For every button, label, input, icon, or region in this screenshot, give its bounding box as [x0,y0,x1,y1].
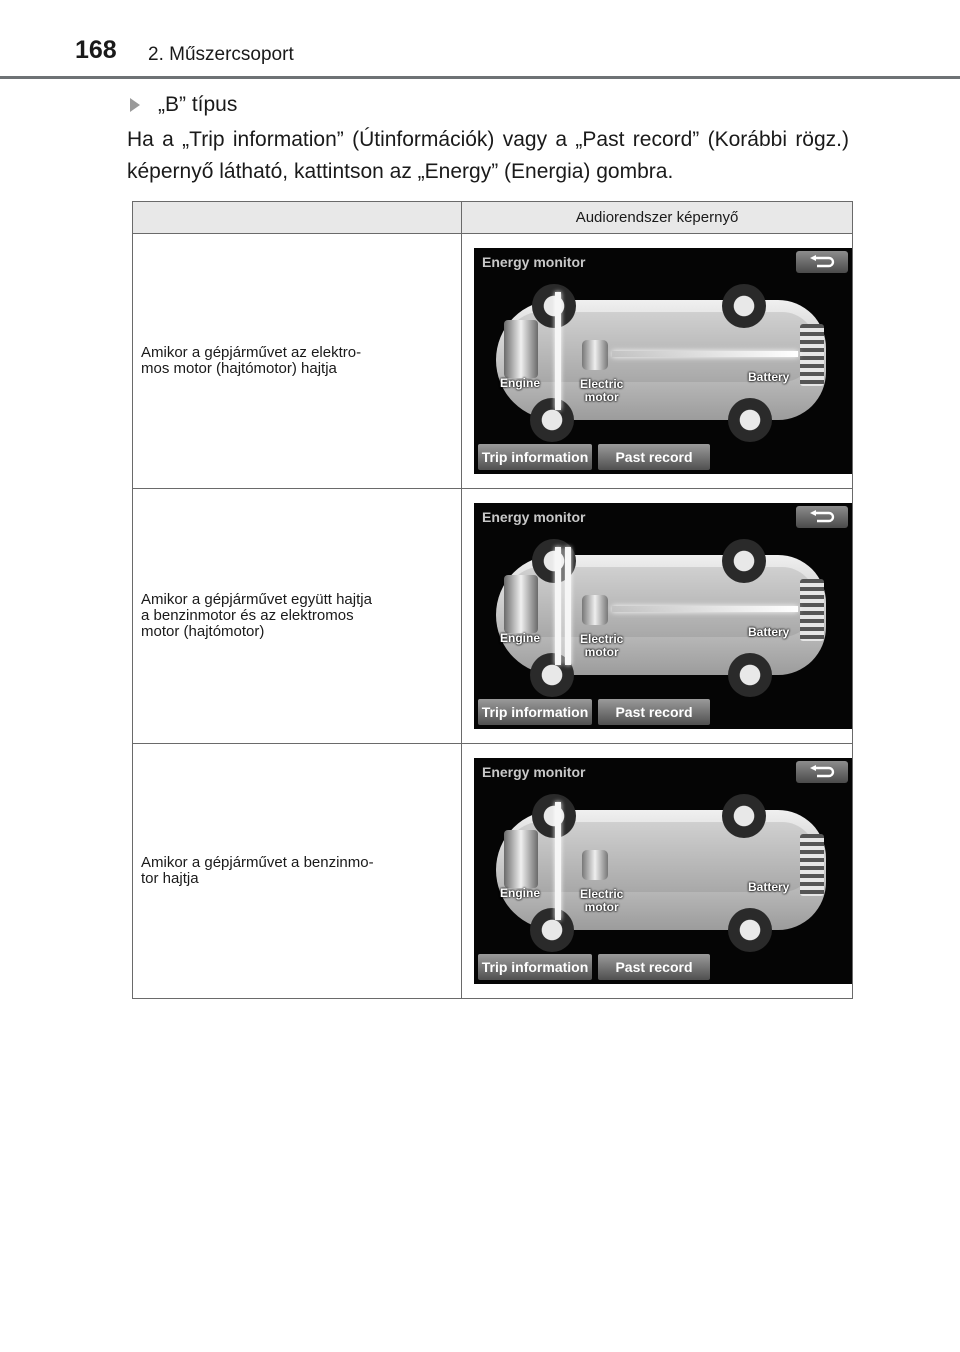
energy-monitor-screen [474,248,852,474]
rear-top-wheel [722,539,766,583]
engine-icon [504,830,538,888]
screen-title: Energy monitor [482,254,586,270]
u-turn-arrow-icon [807,765,837,779]
battery-icon [800,834,824,896]
battery-label: Battery [748,370,790,384]
past-record-button[interactable]: Past record [598,954,710,980]
electric-motor-icon [582,850,608,880]
chapter-title: 2. Műszercsoport [148,44,294,65]
battery-flow-arrow [612,606,798,612]
trip-information-button[interactable]: Trip information [478,444,592,470]
header-rule [0,76,960,79]
trip-information-button[interactable]: Trip information [478,954,592,980]
engine-icon [504,575,538,633]
energy-monitor-screen [474,503,852,729]
row-description: Amikor a gépjárművet együtt hajtja a benzinmotor és az elektromos motor (hajtómotor) [133,489,462,744]
battery-label: Battery [748,880,790,894]
screen-cell [462,234,853,489]
table-row [133,234,853,489]
table-row [133,489,853,744]
bullet-heading [130,93,237,117]
engine-label: Engine [500,631,541,645]
rear-bottom-wheel [728,908,772,952]
row-description: Amikor a gépjárművet az elektro- mos motor (hajtómotor) hajtja [133,234,462,489]
screen-title: Energy monitor [482,509,586,525]
energy-monitor-screen [474,758,852,984]
energy-monitor-table [132,201,853,999]
rear-top-wheel [722,284,766,328]
back-button[interactable] [796,251,848,273]
engine-label: Engine [500,886,541,900]
back-button[interactable] [796,761,848,783]
screen-cell [462,489,853,744]
drive-flow-arrow [555,547,561,665]
front-top-wheel [532,794,576,838]
battery-label: Battery [748,625,790,639]
electric-motor-icon [582,595,608,625]
battery-icon [800,579,824,641]
rear-bottom-wheel [728,653,772,697]
drive-flow-arrow [555,292,561,410]
engine-drive-flow-arrow [565,547,571,665]
page-number: 168 [75,36,117,64]
drive-flow-arrow [555,802,561,920]
engine-label: Engine [500,376,541,390]
electric-motor-label: Electric motor [580,887,624,914]
row-description: Amikor a gépjárművet a benzinmo- tor hajtja [133,744,462,999]
intro-paragraph: Ha a „Trip information” (Útinformációk) vagy a „Past record” (Korábbi rögz.) képernyő látható, kattintson az „Energy” (Energia) gombra. [127,128,849,183]
u-turn-arrow-icon [807,255,837,269]
front-top-wheel [532,284,576,328]
past-record-button[interactable]: Past record [598,444,710,470]
front-bottom-wheel [530,908,574,952]
u-turn-arrow-icon [807,510,837,524]
past-record-button[interactable]: Past record [598,699,710,725]
triangle-bullet-icon [130,98,140,112]
battery-flow-arrow [612,351,798,357]
electric-motor-label: Electric motor [580,632,624,659]
screen-title: Energy monitor [482,764,586,780]
electric-motor-icon [582,340,608,370]
table-column-header: Audiorendszer képernyő [462,202,853,234]
back-button[interactable] [796,506,848,528]
electric-motor-label: Electric motor [580,377,624,404]
front-bottom-wheel [530,398,574,442]
screen-cell [462,744,853,999]
table-header-empty [133,202,462,234]
rear-bottom-wheel [728,398,772,442]
rear-top-wheel [722,794,766,838]
bullet-title: „B” típus [158,93,238,116]
battery-icon [800,324,824,386]
engine-icon [504,320,538,378]
table-row [133,744,853,999]
table-header-row [133,202,853,234]
trip-information-button[interactable]: Trip information [478,699,592,725]
